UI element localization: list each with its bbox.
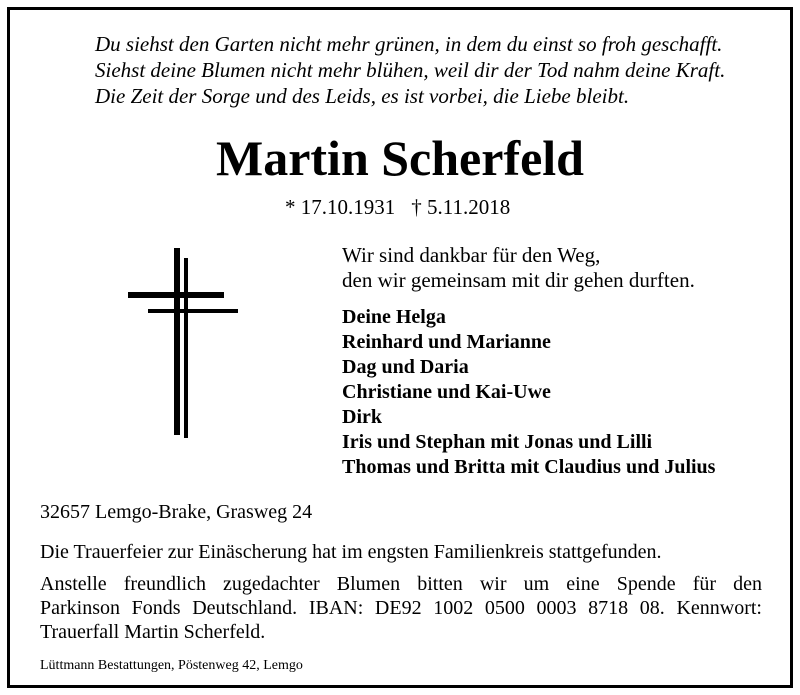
donation-line: Trauerfall Martin Scherfeld.: [40, 621, 266, 643]
thanks-text: [342, 243, 695, 293]
cross-icon: [128, 248, 238, 438]
donation-line: Anstelle freundlich zugedachter Blumen bitten wir um eine Spende für den: [40, 573, 762, 595]
poem: [95, 31, 725, 109]
cross-vertical-bar: [184, 258, 188, 438]
death-date: † 5.11.2018: [411, 195, 511, 219]
birth-date: * 17.10.1931: [285, 195, 396, 219]
family-member: Iris und Stephan mit Jonas und Lilli: [342, 431, 653, 453]
family-member: Christiane und Kai-Uwe: [342, 381, 551, 403]
family-member: Reinhard und Marianne: [342, 331, 551, 353]
thanks-line: Wir sind dankbar für den Weg,: [342, 243, 601, 267]
donation-line: Parkinson Fonds Deutschland. IBAN: DE92 1002 0500 0003 8718 08. Kennwort:: [40, 597, 762, 619]
family-member: Thomas und Britta mit Claudius und Julius: [342, 456, 716, 478]
family-member: Deine Helga: [342, 306, 446, 328]
cross-vertical-bar: [174, 248, 180, 435]
poem-line: Die Zeit der Sorge und des Leids, es ist vorbei, die Liebe bleibt.: [95, 84, 630, 108]
thanks-line: den wir gemeinsam mit dir gehen durften.: [342, 268, 695, 292]
poem-line: Siehst deine Blumen nicht mehr blühen, weil dir der Tod nahm deine Kraft.: [95, 58, 726, 82]
family-list: [342, 305, 715, 480]
cross-horizontal-bar: [128, 292, 224, 298]
cross-horizontal-bar: [148, 309, 238, 313]
life-dates: [285, 194, 510, 220]
funeral-home: Lüttmann Bestattungen, Pöstenweg 42, Lemgo: [40, 658, 303, 673]
family-address: 32657 Lemgo-Brake, Grasweg 24: [40, 501, 313, 523]
deceased-name: Martin Scherfeld: [216, 130, 584, 186]
poem-line: Du siehst den Garten nicht mehr grünen, in dem du einst so froh geschafft.: [95, 32, 723, 56]
funeral-info: Die Trauerfeier zur Einäscherung hat im engsten Familienkreis stattgefunden.: [40, 541, 662, 563]
donation-request: [40, 572, 762, 644]
family-member: Dirk: [342, 406, 382, 428]
family-member: Dag und Daria: [342, 356, 469, 378]
